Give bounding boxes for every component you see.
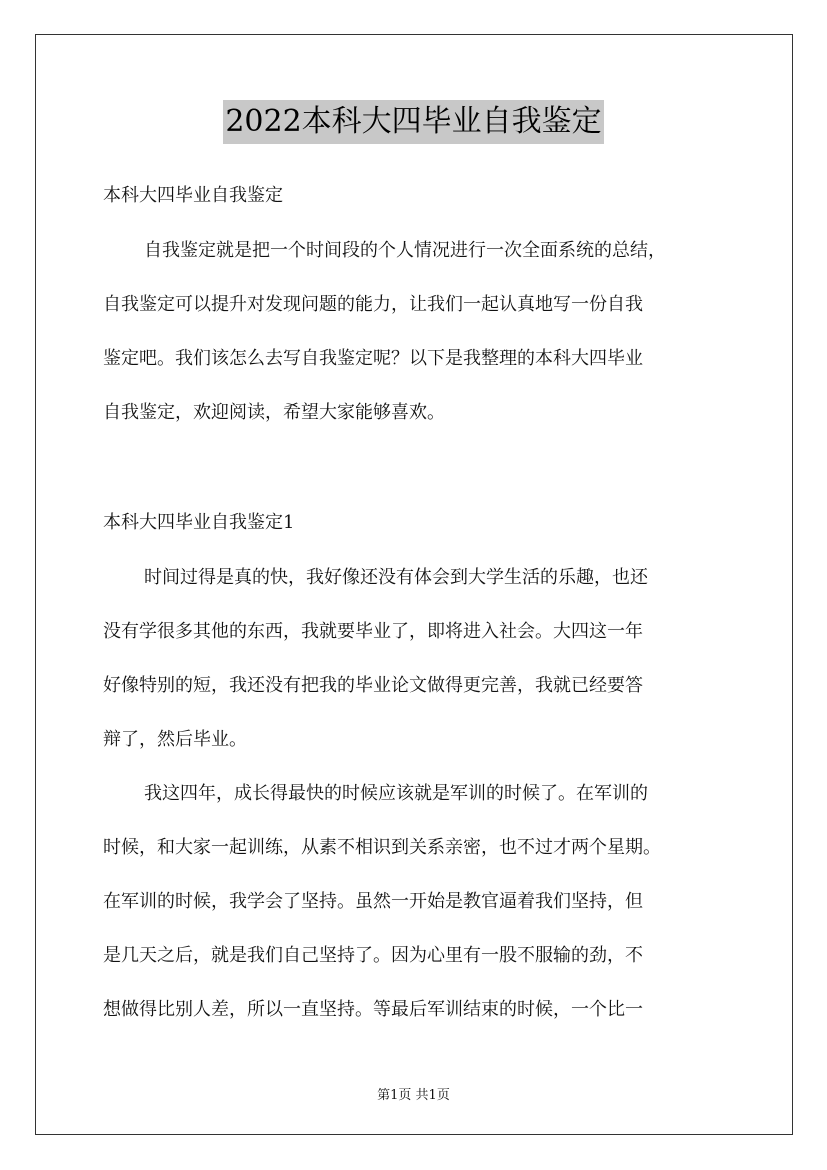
paragraph-line: 时候，和大家一起训练，从素不相识到关系亲密，也不过才两个星期。 — [103, 837, 661, 858]
intro-line: 自我鉴定就是把一个时间段的个人情况进行一次全面系统的总结， — [144, 240, 666, 261]
title-container — [0, 100, 827, 144]
paragraph-line: 好像特别的短，我还没有把我的毕业论文做得更完善，我就已经要答 — [103, 675, 643, 696]
paragraph-line: 辩了，然后毕业。 — [103, 729, 247, 750]
paragraph-line: 在军训的时候，我学会了坚持。虽然一开始是教官逼着我们坚持，但 — [103, 891, 643, 912]
paragraph-line: 时间过得是真的快，我好像还没有体会到大学生活的乐趣，也还 — [144, 567, 648, 588]
section-heading: 本科大四毕业自我鉴定1 — [103, 512, 295, 533]
paragraph-line: 是几天之后，就是我们自己坚持了。因为心里有一股不服输的劲，不 — [103, 945, 643, 966]
intro-line: 自我鉴定可以提升对发现问题的能力，让我们一起认真地写一份自我 — [103, 294, 643, 315]
intro-line: 鉴定吧。我们该怎么去写自我鉴定呢？以下是我整理的本科大四毕业 — [103, 348, 643, 369]
paragraph-line: 想做得比别人差，所以一直坚持。等最后军训结束的时候，一个比一 — [103, 999, 643, 1020]
page-footer: 第1页 共1页 — [377, 1088, 450, 1103]
section-heading: 本科大四毕业自我鉴定 — [103, 185, 283, 206]
intro-line: 自我鉴定，欢迎阅读，希望大家能够喜欢。 — [103, 402, 445, 423]
paragraph-line: 没有学很多其他的东西，我就要毕业了，即将进入社会。大四这一年 — [103, 621, 643, 642]
paragraph-line: 我这四年，成长得最快的时候应该就是军训的时候了。在军训的 — [144, 783, 648, 804]
document-title: 2022本科大四毕业自我鉴定 — [223, 100, 603, 144]
